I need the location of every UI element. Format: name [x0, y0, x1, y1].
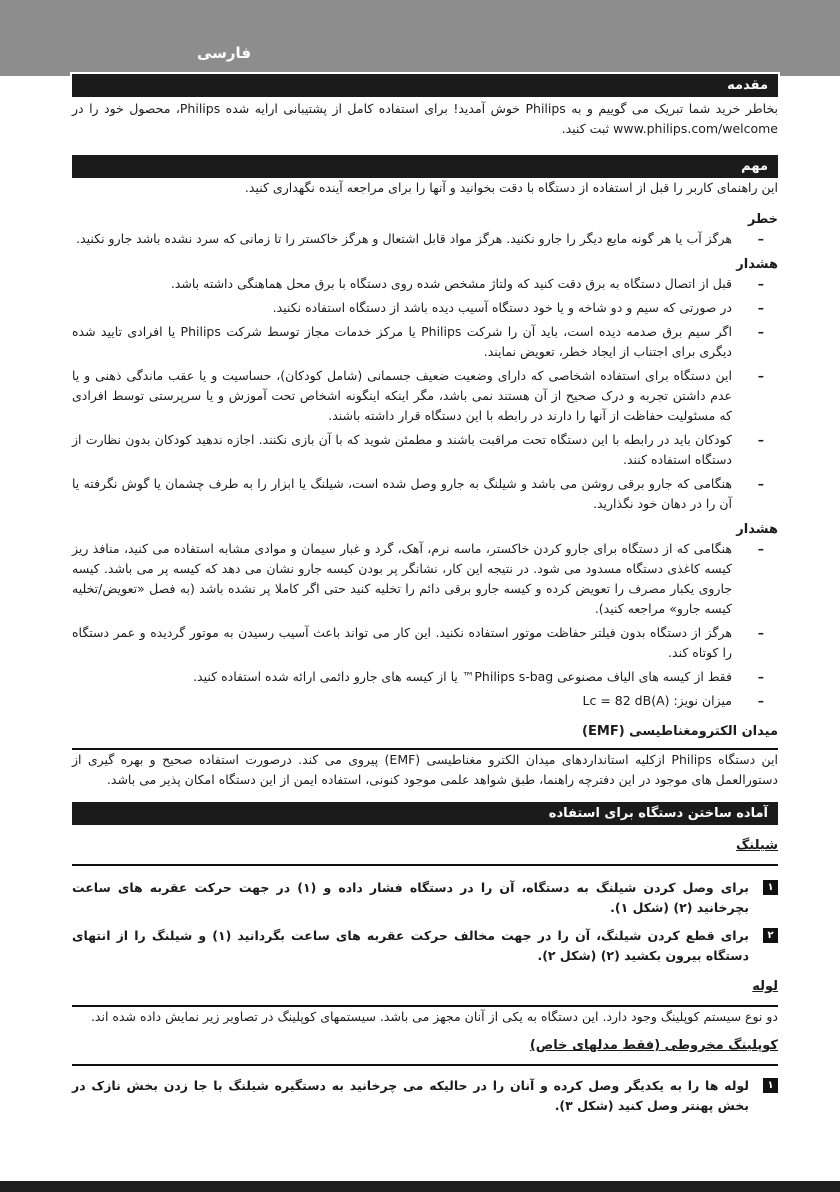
important-lead: این راهنمای کاربر را قبل از استفاده از دستگاه با دقت بخوانید و آنها را برای مراجعه آینده نگهداری کنید. [244, 180, 778, 195]
section-bar-introduction: مقدمه [70, 72, 780, 99]
step-text: برای قطع کردن شیلنگ، آن را در جهت مخالف حرکت عقربه های ساعت بگردانید (۱) و شیلنگ را از انتهای دستگاه بیرون بکشید (۲) (شکل ۲). [72, 928, 749, 963]
warning1-heading: هشدار [736, 257, 778, 272]
warning-item-text: هرگز از دستگاه بدون فیلتر حفاظت موتور استفاده نکنید. این کار می تواند باعث آسیب رسیدن به موتور گردیده و عمر دستگاه را کوتاه کند. [72, 625, 732, 660]
hose-heading [72, 837, 778, 866]
tube-heading [72, 978, 778, 1007]
warning-item-text: هنگامی که جارو برقی روشن می باشد و شیلنگ به جارو وصل شده است، شیلنگ یا ابزار را به طرف چشمان یا گوش نگرفته یا آن را در دهان خود نگذارید. [72, 476, 732, 511]
warning-item-text: قبل از اتصال دستگاه به برق دقت کنید که ولتاژ مشخص شده روی دستگاه با برق محل هماهنگی داشته باشد. [170, 276, 732, 291]
tube-heading-text: لوله [752, 979, 778, 994]
warning-item-text: این دستگاه برای استفاده اشخاصی که دارای وضعیت ضعیف جسمانی (شامل کودکان)، حساسیت و یا عقب ماندگی ذهنی و یا عدم داشتن تجربه و درک صحیح از آن هستند نمی باشد، مگر اینکه اینگونه اشخاص تحت آموزش و یا سرپرستی توسط افرادی که مسئولیت حفاظت از آنها را دارند در رابطه با این دستگاه قرار داشته باشند. [72, 368, 732, 423]
dash-bullet-icon: – [757, 324, 764, 339]
warning-item-text: کودکان باید در رابطه با این دستگاه تحت مراقبت باشند و مطمئن شوید که با آن بازی نکنند. اجازه ندهید کودکان بدون نظارت از دستگاه استفاده کنند. [72, 432, 732, 467]
tube-paragraph: دو نوع سیستم کوپلینگ وجود دارد. این دستگاه به یکی از آنان مجهز می باشد. سیستمهای کوپلینگ در تصاویر زیر نمایش داده شده اند. [90, 1009, 778, 1024]
page-bottom-band [0, 1181, 840, 1192]
dash-bullet-icon: – [757, 231, 764, 246]
language-band [0, 0, 840, 76]
noise-level-text: میزان نویز: Lc = 82 dB(A) [582, 693, 732, 708]
step-number-badge: ۲ [763, 928, 778, 943]
warning-item [72, 474, 778, 514]
dash-bullet-icon: – [757, 669, 764, 684]
step-item [72, 926, 778, 966]
dash-bullet-icon: – [757, 693, 764, 708]
dash-bullet-icon: – [757, 432, 764, 447]
dash-bullet-icon: – [757, 300, 764, 315]
dash-bullet-icon: – [757, 541, 764, 556]
warning-item [72, 298, 778, 318]
warning-item [72, 322, 778, 362]
warning2-heading: هشدار [736, 522, 778, 537]
intro-paragraph: بخاطر خرید شما تبریک می گوییم و به Philips خوش آمدید! برای استفاده کامل از پشتیبانی ارایه شده Philips، محصول خود را در www.philips.com/welcome ثبت کنید. [72, 101, 778, 136]
warning-item [72, 274, 778, 294]
warning-item-text: در صورتی که سیم و دو شاخه و یا خود دستگاه آسیب دیده باشد از دستگاه استفاده نکنید. [272, 300, 732, 315]
language-label: فارسی [197, 44, 252, 62]
warning-item [72, 623, 778, 663]
warning-item [72, 539, 778, 619]
emf-heading: میدان الکترومغناطیسی (EMF) [72, 723, 778, 750]
page-content [72, 72, 778, 1116]
hose-heading-text: شیلنگ [735, 838, 778, 853]
step-number-badge: ۱ [763, 1078, 778, 1093]
dash-bullet-icon: – [757, 476, 764, 491]
dash-bullet-icon: – [757, 625, 764, 640]
conical-coupling-heading-text: کوپلینگ مخروطی (فقط مدلهای خاص) [529, 1038, 778, 1053]
danger-heading: خطر [747, 212, 778, 227]
dash-bullet-icon: – [757, 276, 764, 291]
section-bar-prepare: آماده ساختن دستگاه برای استفاده [72, 802, 778, 825]
warning-item-text: اگر سیم برق صدمه دیده است، باید آن را شرکت Philips یا مرکز خدمات مجاز توسط شرکت Philips یا افرادی تایید شده دیگری برای اجتناب از ایجاد خطر، تعویض نمایند. [72, 324, 732, 359]
dash-bullet-icon: – [757, 368, 764, 383]
step-item [72, 1076, 778, 1116]
warning-item-text: هنگامی که از دستگاه برای جارو کردن خاکستر، ماسه نرم، آهک، گرد و غبار سیمان و موادی مشابه استفاده می کنید، منافذ ریز کیسه کاغذی دستگاه مسدود می شود. در نتیجه این کار، نشانگر پر بودن کیسه جارو نشان می دهد که کیسه پر می باشد. کیسه جاروی یکبار مصرف را تعویض کرده و کیسه جارو برقی دائم را تخلیه کنید حتی اگر کاملا پر نشده باشد (به فصل «تعویض/تخلیه کیسه جارو» مراجعه کنید). [72, 541, 732, 616]
step-text: لوله ها را به یکدیگر وصل کرده و آنان را در حالیکه می چرخانید به دستگیره شیلنگ با جا زدن بخش نازک در بخش پهنتر وصل کنید (شکل ۳). [72, 1078, 749, 1113]
step-text: برای وصل کردن شیلنگ به دستگاه، آن را در دستگاه فشار داده و (۱) در جهت حرکت عقربه های ساعت بچرخانید (۲) (شکل ۱). [72, 880, 750, 915]
danger-item-text: هرگز آب یا هر گونه مایع دیگر را جارو نکنید. هرگز مواد قابل اشتعال و هرگز خاکستر را تا زمانی که سرد نشده باشد جارو نکنید. [76, 231, 732, 246]
conical-coupling-heading [72, 1037, 778, 1066]
warning-item [72, 366, 778, 426]
step-item [72, 878, 778, 918]
warning-item [72, 667, 778, 687]
emf-paragraph: این دستگاه Philips ازکلیه استانداردهای میدان الکترو مغناطیسی (EMF) پیروی می کند. درصورت استفاده صحیح و بهره گیری از دستورالعمل های موجود در این دفترچه راهنما، طبق شواهد علمی موجود کنونی، استفاده ایمن از این دستگاه امکان پذیر می باشد. [72, 752, 778, 787]
danger-item [72, 229, 778, 249]
warning-item-text: فقط از کیسه های الیاف مصنوعی Philips s-bag™ یا از کیسه های جارو دائمی ارائه شده استفاده کنید. [193, 669, 732, 684]
warning-item [72, 430, 778, 470]
step-number-badge: ۱ [763, 880, 778, 895]
noise-level-item [72, 691, 778, 711]
section-bar-important: مهم [72, 155, 778, 178]
